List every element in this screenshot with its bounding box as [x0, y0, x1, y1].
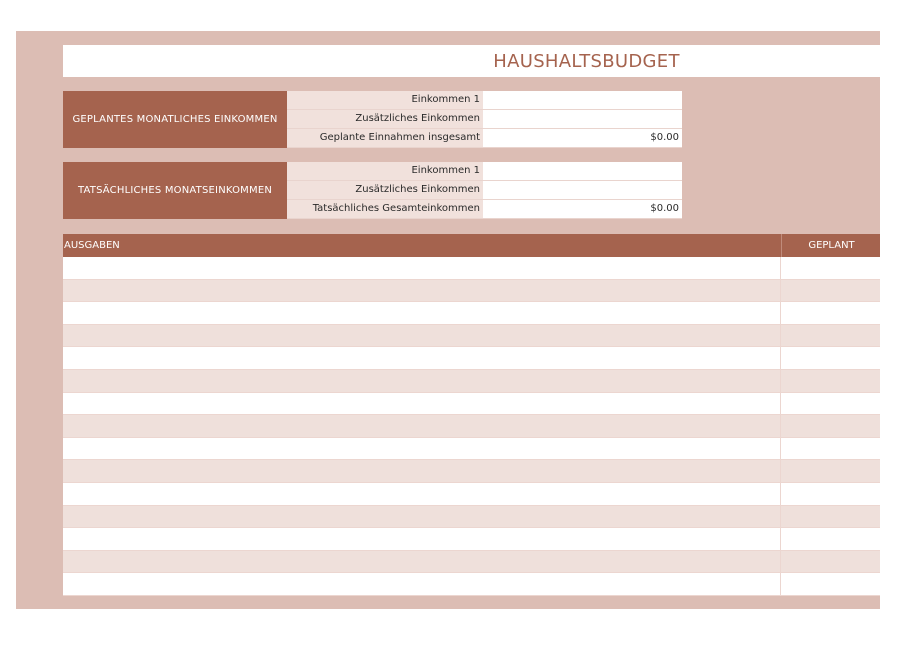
- page-title: HAUSHALTSBUDGET: [493, 51, 680, 72]
- expenses-rows: [63, 257, 880, 596]
- table-row[interactable]: [63, 280, 880, 303]
- planned-income-1-label: Einkommen 1: [287, 91, 483, 110]
- column-divider: [780, 438, 781, 460]
- table-row[interactable]: [63, 393, 880, 416]
- planned-income-label: GEPLANTES MONATLICHES EINKOMMEN: [63, 91, 287, 148]
- actual-total-cell[interactable]: $0.00: [483, 200, 682, 219]
- column-divider: [780, 551, 781, 573]
- table-row[interactable]: [63, 483, 880, 506]
- column-divider: [780, 393, 781, 415]
- planned-additional-income-cell[interactable]: [483, 110, 682, 129]
- actual-total-label: Tatsächliches Gesamteinkommen: [287, 200, 483, 219]
- column-divider: [780, 528, 781, 550]
- table-row[interactable]: [63, 347, 880, 370]
- column-divider: [780, 506, 781, 528]
- planned-column-header[interactable]: GEPLANT: [781, 234, 881, 257]
- column-divider: [780, 460, 781, 482]
- column-divider: [780, 370, 781, 392]
- table-row[interactable]: [63, 302, 880, 325]
- planned-income-row-values: [483, 91, 682, 148]
- column-divider: [780, 483, 781, 505]
- table-row[interactable]: [63, 573, 880, 596]
- column-divider: [780, 347, 781, 369]
- expenses-header-row: [63, 234, 880, 257]
- planned-income-1-cell[interactable]: [483, 91, 682, 110]
- table-row[interactable]: [63, 506, 880, 529]
- column-divider: [780, 325, 781, 347]
- column-divider: [780, 257, 781, 279]
- table-row[interactable]: [63, 460, 880, 483]
- actual-income-1-cell[interactable]: [483, 162, 682, 181]
- actual-income-1-label: Einkommen 1: [287, 162, 483, 181]
- column-divider: [780, 415, 781, 437]
- planned-income-section: [63, 91, 682, 148]
- actual-income-row-labels: [287, 162, 483, 219]
- title-band: [63, 45, 880, 77]
- planned-total-label: Geplante Einnahmen insgesamt: [287, 129, 483, 148]
- actual-income-row-values: [483, 162, 682, 219]
- planned-total-cell[interactable]: $0.00: [483, 129, 682, 148]
- column-divider: [780, 573, 781, 595]
- table-row[interactable]: [63, 438, 880, 461]
- column-divider: [780, 280, 781, 302]
- actual-income-label: TATSÄCHLICHES MONATSEINKOMMEN: [63, 162, 287, 219]
- table-row[interactable]: [63, 370, 880, 393]
- planned-additional-income-label: Zusätzliches Einkommen: [287, 110, 483, 129]
- actual-income-section: [63, 162, 682, 219]
- expenses-table: [63, 234, 880, 609]
- actual-additional-income-cell[interactable]: [483, 181, 682, 200]
- table-row[interactable]: [63, 415, 880, 438]
- planned-income-row-labels: [287, 91, 483, 148]
- table-row[interactable]: [63, 551, 880, 574]
- table-row[interactable]: [63, 528, 880, 551]
- table-row[interactable]: [63, 325, 880, 348]
- actual-additional-income-label: Zusätzliches Einkommen: [287, 181, 483, 200]
- column-divider: [780, 302, 781, 324]
- expenses-column-header[interactable]: AUSGABEN: [64, 240, 120, 251]
- table-row[interactable]: [63, 257, 880, 280]
